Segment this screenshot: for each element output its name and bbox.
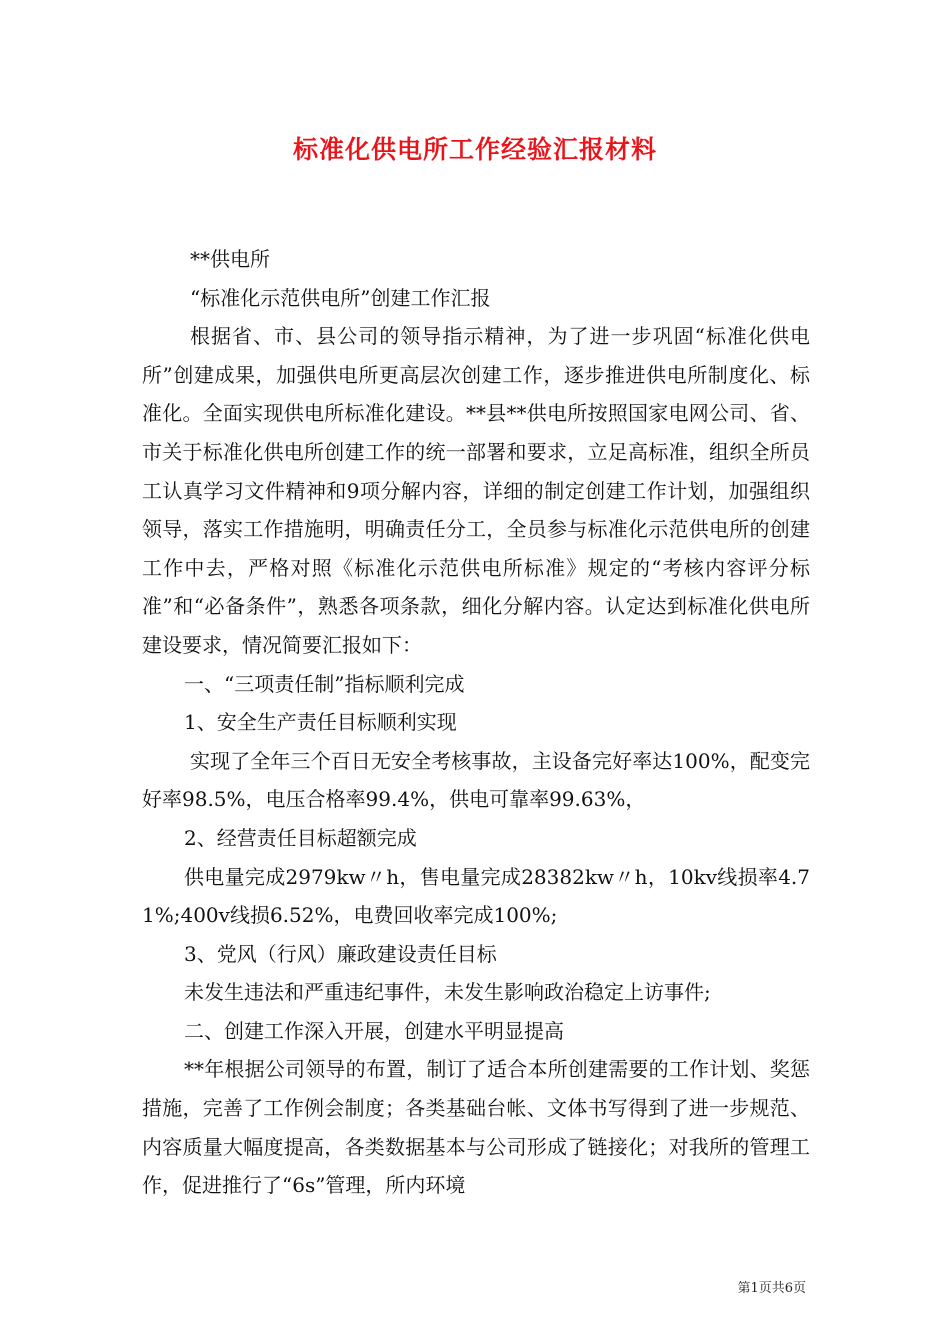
paragraph-integrity-results: 未发生违法和严重违纪事件，未发生影响政治稳定上访事件;: [184, 980, 711, 1005]
paragraph-org-name: **供电所: [190, 247, 270, 271]
heading-item-3: 3、党风（行风）廉政建设责任目标: [184, 941, 497, 966]
document-body: [142, 240, 810, 1205]
paragraph-operation-results: 供电量完成2979kw〃h，售电量完成28382kw〃h，10kv线损率4.71%;400v线损6.52%，电费回收率完成100%;: [142, 864, 810, 928]
paragraph-safety-results: 实现了全年三个百日无安全考核事故，主设备完好率达100%，配变完好率98.5%，电压合格率99.4%，供电可靠率99.63%，: [142, 748, 810, 812]
paragraph-report-subtitle: “标准化示范供电所”创建工作汇报: [190, 285, 491, 310]
paragraph-creation-work: **年根据公司领导的布置，制订了适合本所创建需要的工作计划、奖惩措施，完善了工作例会制度；各类基础台帐、文体书写得到了进一步规范、内容质量大幅度提高，各类数据基本与公司形成了链接化；对我所的管理工作，促进推行了“6s”管理，所内环境: [142, 1057, 810, 1198]
paragraph-intro: 根据省、市、县公司的领导指示精神，为了进一步巩固“标准化供电所”创建成果，加强供电所更高层次创建工作，逐步推进供电所制度化、标准化。全面实现供电所标准化建设。**县**供电所按照国家电网公司、省、市关于标准化供电所创建工作的统一部署和要求，立足高标准，组织全所员工认真学习文件精神和9项分解内容，详细的制定创建工作计划，加强组织领导，落实工作措施明，明确责任分工，全员参与标准化示范供电所的创建工作中去，严格对照《标准化示范供电所标准》规定的“考核内容评分标准”和“必备条件”，熟悉各项条款，细化分解内容。认定达到标准化供电所建设要求，情况简要汇报如下：: [142, 324, 810, 657]
heading-item-2: 2、经营责任目标超额完成: [184, 825, 417, 850]
heading-item-1: 1、安全生产责任目标顺利实现: [184, 710, 457, 735]
heading-section-2: 二、创建工作深入开展，创建水平明显提高: [184, 1018, 564, 1043]
document-title: 标准化供电所工作经验汇报材料: [292, 135, 657, 164]
page-number-footer: 第1页共6页: [737, 1281, 806, 1296]
heading-section-1: 一、“三项责任制”指标顺利完成: [184, 671, 465, 696]
